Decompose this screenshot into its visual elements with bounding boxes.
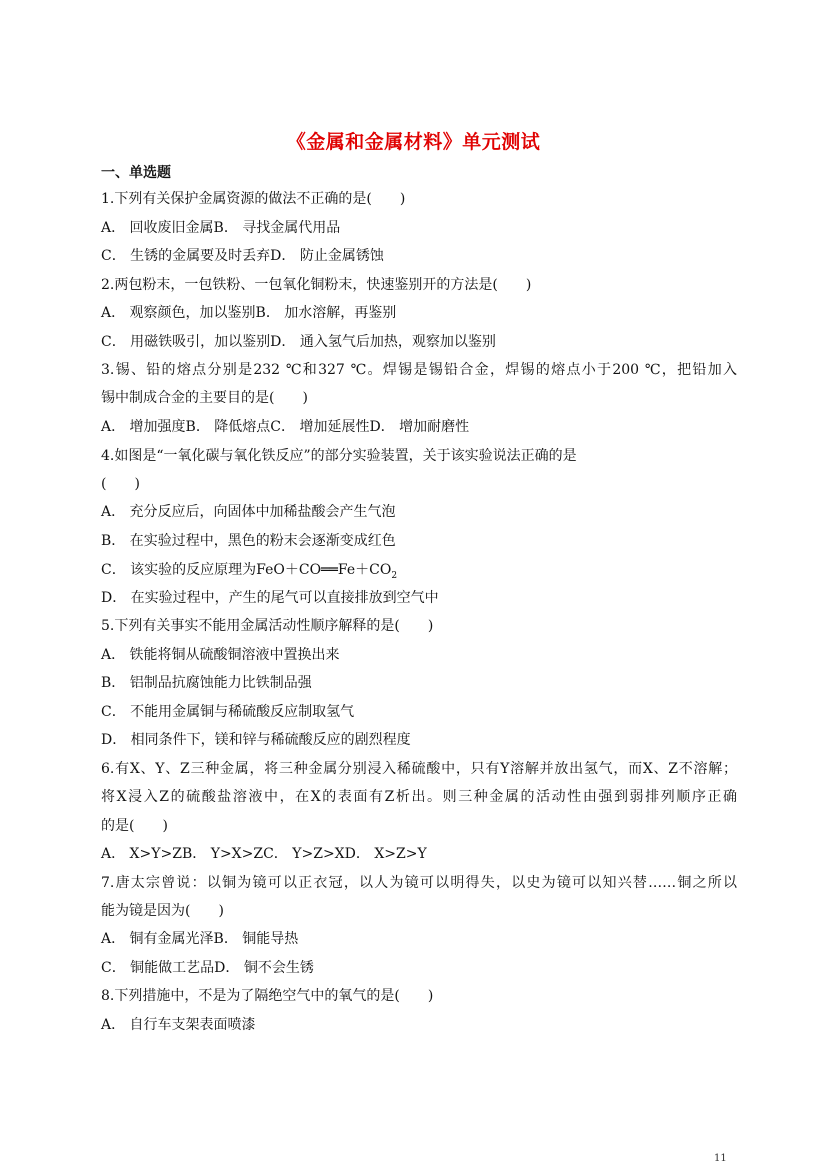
question-6-stem-line-3: 的是( ) bbox=[101, 818, 168, 834]
section-heading: 一、单选题 bbox=[101, 165, 171, 181]
question-4-option-b: B． 在实验过程中，黑色的粉末会逐渐变成红色 bbox=[101, 533, 396, 549]
question-7-stem-line-1: 7.唐太宗曾说：以铜为镜可以正衣冠，以人为镜可以明得失，以史为镜可以知兴替……铜之所以 bbox=[101, 875, 737, 891]
question-1-options-ab: A． 回收废旧金属B． 寻找金属代用品 bbox=[101, 220, 341, 236]
question-1-stem: 1.下列有关保护金属资源的做法不正确的是( ) bbox=[101, 191, 406, 207]
question-3-stem-line-2: 锡中制成合金的主要目的是( ) bbox=[101, 390, 308, 406]
question-5-option-b: B． 铝制品抗腐蚀能力比铁制品强 bbox=[101, 675, 312, 691]
question-5-stem: 5.下列有关事实不能用金属活动性顺序解释的是( ) bbox=[101, 618, 434, 634]
question-2-options-ab: A． 观察颜色，加以鉴别B． 加水溶解，再鉴别 bbox=[101, 305, 397, 321]
question-4-option-d: D． 在实验过程中，产生的尾气可以直接排放到空气中 bbox=[101, 590, 439, 606]
question-5-option-d: D． 相同条件下，镁和锌与稀硫酸反应的剧烈程度 bbox=[101, 732, 411, 748]
question-3-stem-line-1: 3.锡、铅的熔点分别是232 ℃和327 ℃。焊锡是锡铅合金，焊锡的熔点小于200 ℃，把铅加入 bbox=[101, 362, 737, 378]
co2-subscript: 2 bbox=[391, 570, 398, 581]
question-6-stem-line-2: 将X浸入Z的硫酸盐溶液中，在X的表面有Z析出。则三种金属的活动性由强到弱排列顺序正确 bbox=[101, 789, 737, 805]
question-7-options-ab: A． 铜有金属光泽B． 铜能导热 bbox=[101, 931, 299, 947]
question-4-stem-line-2: ( ) bbox=[101, 476, 140, 492]
question-1-options-cd: C． 生锈的金属要及时丢弃D． 防止金属锈蚀 bbox=[101, 248, 384, 264]
question-5-option-a: A． 铁能将铜从硫酸铜溶液中置换出来 bbox=[101, 647, 340, 663]
question-4-stem-line-1: 4.如图是“一氧化碳与氧化铁反应”的部分实验装置，关于该实验说法正确的是 bbox=[101, 448, 577, 464]
document-title: 《金属和金属材料》单元测试 bbox=[286, 131, 541, 153]
question-5-option-c: C． 不能用金属铜与稀硫酸反应制取氢气 bbox=[101, 704, 355, 720]
question-4-option-c bbox=[101, 561, 397, 585]
page-number: 11 bbox=[714, 1153, 727, 1164]
question-8-option-a: A． 自行车支架表面喷漆 bbox=[101, 1017, 256, 1033]
question-6-stem-line-1: 6.有X、Y、Z三种金属，将三种金属分别浸入稀硫酸中，只有Y溶解并放出氢气，而X、Z不溶解； bbox=[101, 761, 737, 777]
question-2-options-cd: C． 用磁铁吸引，加以鉴别D． 通入氢气后加热，观察加以鉴别 bbox=[101, 334, 496, 350]
question-6-options: A． X>Y>ZB． Y>X>ZC． Y>Z>XD． X>Z>Y bbox=[101, 846, 427, 862]
question-7-stem-line-2: 能为镜是因为( ) bbox=[101, 903, 224, 919]
question-2-stem: 2.两包粉末，一包铁粉、一包氧化铜粉末，快速鉴别开的方法是( ) bbox=[101, 277, 532, 293]
question-7-options-cd: C． 铜能做工艺品D． 铜不会生锈 bbox=[101, 960, 314, 976]
question-8-stem: 8.下列措施中，不是为了隔绝空气中的氧气的是( ) bbox=[101, 988, 434, 1004]
question-4-option-a: A． 充分反应后，向固体中加稀盐酸会产生气泡 bbox=[101, 504, 396, 520]
question-4-option-c-text: C． 该实验的反应原理为FeO＋CO══Fe＋CO bbox=[101, 562, 392, 578]
question-3-options: A． 增加强度B． 降低熔点C． 增加延展性D． 增加耐磨性 bbox=[101, 419, 470, 435]
